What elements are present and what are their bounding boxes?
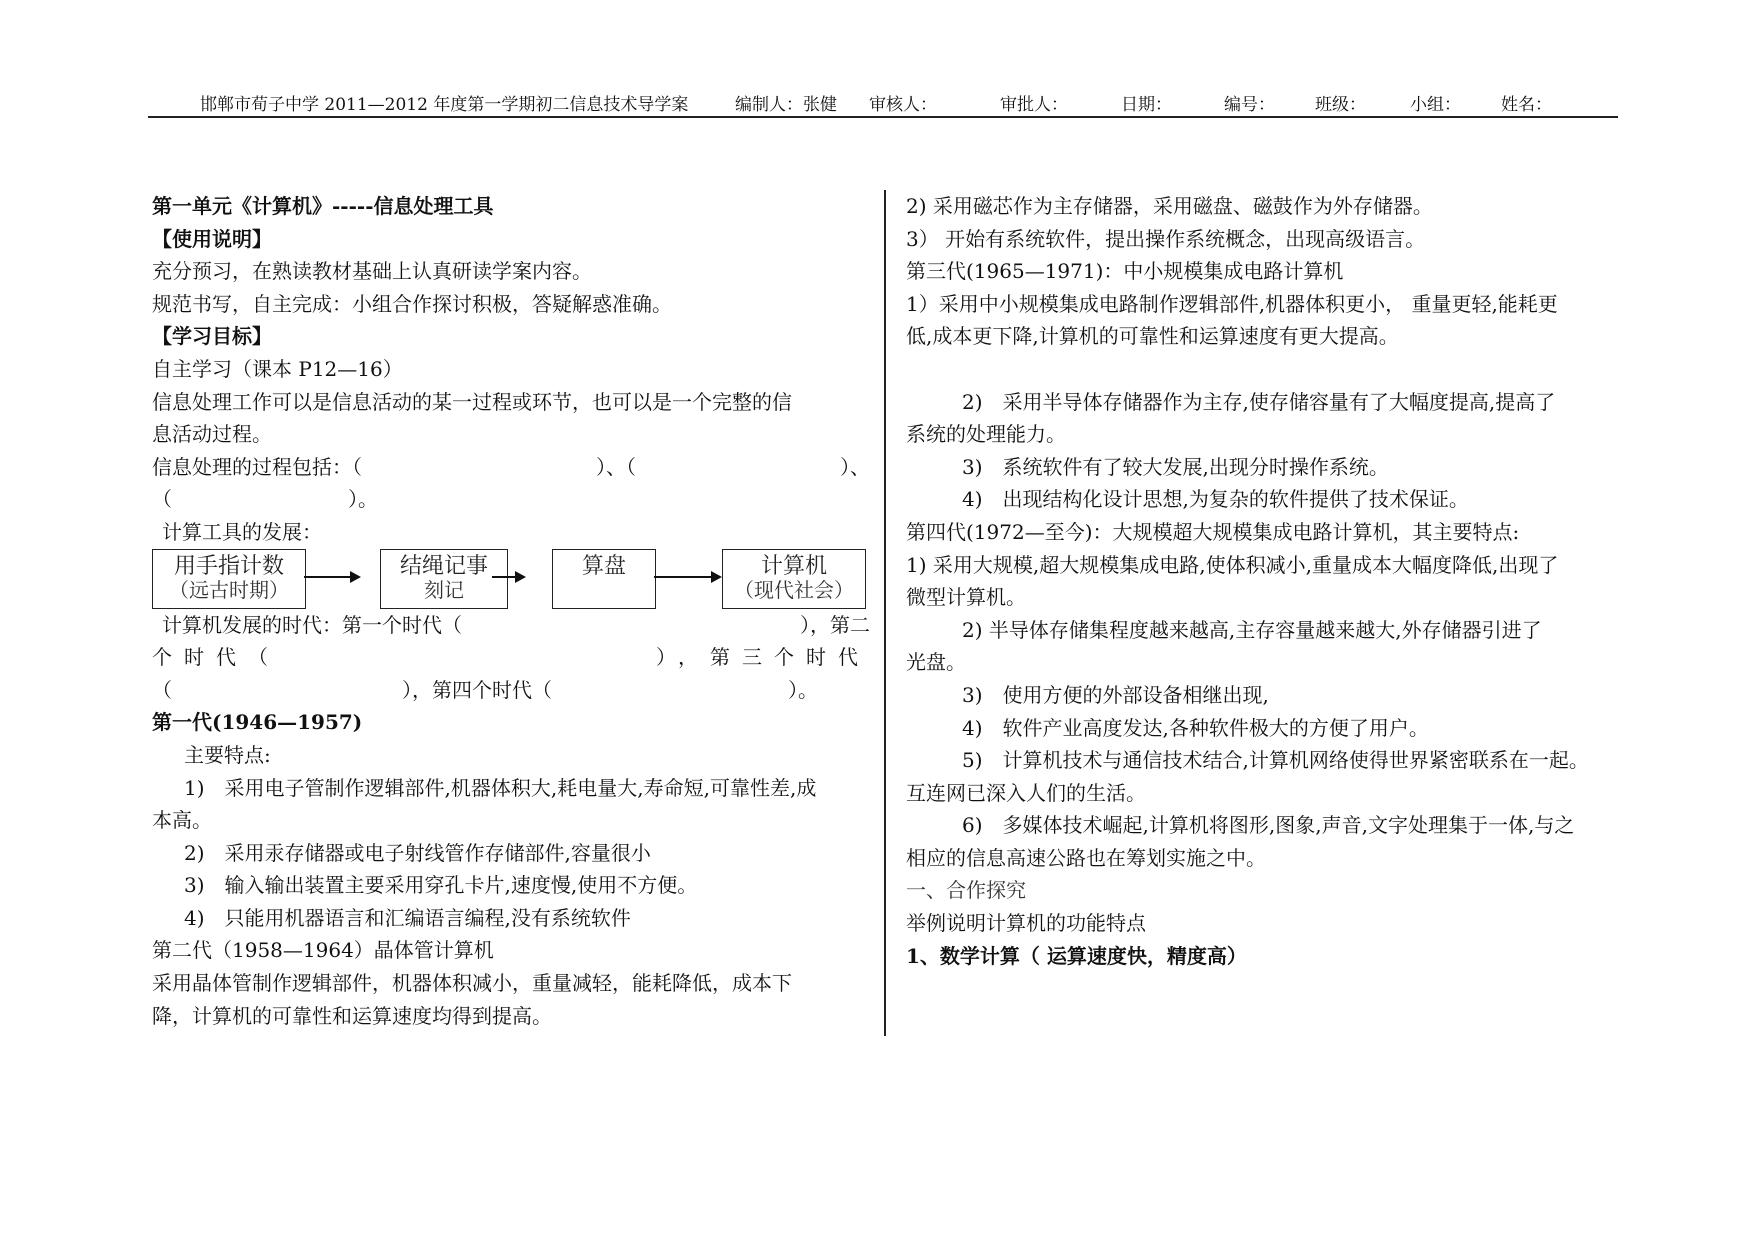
flow-box-knots bbox=[380, 549, 508, 609]
gen4-item-5b: 互连网已深入人们的生活。 bbox=[906, 780, 1146, 805]
gen1-item-3: 3) 输入输出装置主要采用穿孔卡片,速度慢,使用不方便。 bbox=[184, 873, 698, 898]
right-column bbox=[906, 190, 1634, 972]
gen4-item-2a: 2) 半导体存储集程度越来越高,主存容量越来越大,外存储器引进了 bbox=[962, 617, 1542, 642]
gen1-title: 第一代(1946—1957) bbox=[152, 710, 363, 735]
usage-line-1: 充分预习，在熟读教材基础上认真研读学案内容。 bbox=[152, 259, 592, 284]
usage-line-2: 规范书写，自主完成：小组合作探讨积极，答疑解惑准确。 bbox=[152, 291, 672, 316]
gen3-item-3: 3) 系统软件有了较大发展,出现分时操作系统。 bbox=[962, 454, 1389, 479]
process-blank-2-label: ）、（ bbox=[596, 454, 636, 479]
header-school-title: 邯郸市荀子中学 2011—2012 年度第一学期初二信息技术导学案 bbox=[200, 95, 689, 115]
cooperation-heading: 一、合作探究 bbox=[906, 878, 1026, 903]
gen4-item-5a: 5) 计算机技术与通信技术结合,计算机网络使得世界紧密联系在一起。 bbox=[962, 748, 1589, 773]
goal-heading: 【学习目标】 bbox=[152, 324, 272, 349]
gen3-item-2a: 2) 采用半导体存储器作为主存,使存储容量有了大幅度提高,提高了 bbox=[962, 389, 1556, 414]
era-fill-line-1 bbox=[152, 609, 870, 642]
gen3-item-1b: 低,成本更下降,计算机的可靠性和运算速度有更大提高。 bbox=[906, 324, 1399, 349]
example-heading: 举例说明计算机的功能特点 bbox=[906, 911, 1146, 936]
gen4-item-1b: 微型计算机。 bbox=[906, 585, 1026, 610]
gen1-item-2: 2) 采用汞存储器或电子射线管作存储部件,容量很小 bbox=[184, 840, 651, 865]
gen4-item-1a: 1) 采用大规模,超大规模集成电路,使体积减小,重量成本大幅度降低,出现了 bbox=[906, 552, 1559, 577]
gen2-item-3: 3） 开始有系统软件，提出操作系统概念，出现高级语言。 bbox=[906, 226, 1426, 251]
gen3-item-2b: 系统的处理能力。 bbox=[906, 422, 1066, 447]
header-class: 班级： bbox=[1315, 95, 1366, 115]
flow-arrow-3 bbox=[654, 576, 720, 578]
process-blank-4-open: （ bbox=[152, 487, 172, 512]
era-3-label: ），第三个时代 bbox=[656, 645, 870, 670]
process-blank-1-label: 信息处理的过程包括：（ bbox=[152, 454, 362, 479]
info-process-line-2: 息活动过程。 bbox=[152, 422, 272, 447]
gen3-item-4: 4) 出现结构化设计思想,为复杂的软件提供了技术保证。 bbox=[962, 487, 1469, 512]
era-3-open: （ bbox=[152, 677, 172, 702]
header-approver: 审批人： bbox=[1000, 95, 1068, 115]
gen1-features-label: 主要特点: bbox=[184, 742, 271, 767]
flow-box-computer-label: 计算机 bbox=[760, 553, 827, 579]
gen3-item-1a: 1）采用中小规模集成电路制作逻辑部件,机器体积更小， 重量更轻,能耗更 bbox=[906, 291, 1558, 316]
flow-box-knots-label: 结绳记事 bbox=[399, 553, 488, 579]
gen4-item-6a: 6) 多媒体技术崛起,计算机将图形,图象,声音,文字处理集于一体,与之 bbox=[962, 813, 1575, 838]
left-column bbox=[152, 190, 870, 1032]
tools-development-label: 计算工具的发展： bbox=[162, 519, 322, 544]
process-fill-line bbox=[152, 451, 870, 484]
era-4-close: ）。 bbox=[788, 677, 818, 702]
gen4-item-2b: 光盘。 bbox=[906, 650, 966, 675]
usage-heading: 【使用说明】 bbox=[152, 226, 272, 251]
gen4-title: 第四代(1972—至今)：大规模超大规模集成电路计算机，其主要特点: bbox=[906, 519, 1520, 544]
flow-box-computer bbox=[722, 549, 866, 609]
process-fill-line-2 bbox=[152, 483, 870, 516]
gen2-item-2: 2) 采用磁芯作为主存储器，采用磁盘、磁鼓作为外存储器。 bbox=[906, 194, 1433, 218]
era-1-label: 计算机发展的时代：第一个时代（ bbox=[162, 612, 462, 637]
gen2-item-1b: 降，计算机的可靠性和运算速度均得到提高。 bbox=[152, 1003, 552, 1028]
flow-box-fingers-sub: （远古时期） bbox=[169, 577, 289, 602]
header-number: 编号： bbox=[1224, 95, 1275, 115]
flow-box-abacus bbox=[552, 549, 656, 609]
era-fill-line-2 bbox=[152, 641, 870, 674]
flow-box-computer-sub: （现代社会） bbox=[734, 577, 854, 602]
gen2-title: 第二代（1958—1964）晶体管计算机 bbox=[152, 938, 494, 963]
unit-title: 第一单元《计算机》-----信息处理工具 bbox=[152, 194, 494, 218]
gen1-item-1a: 1) 采用电子管制作逻辑部件,机器体积大,耗电量大,寿命短,可靠性差,成 bbox=[184, 775, 817, 800]
flow-box-fingers-label: 用手指计数 bbox=[173, 553, 284, 579]
function-item-1: 1、数学计算（ 运算速度快，精度高） bbox=[906, 943, 1247, 968]
flow-arrow-2 bbox=[492, 576, 524, 578]
gen4-item-4: 4) 软件产业高度发达,各种软件极大的方便了用户。 bbox=[962, 715, 1429, 740]
era-2-label: 个时代（ bbox=[152, 645, 280, 670]
self-study-line: 自主学习（课本 P12—16） bbox=[152, 356, 403, 381]
process-blank-3-label: ）、 bbox=[840, 454, 870, 479]
tools-flow-diagram bbox=[152, 549, 870, 607]
header-reviewer: 审核人： bbox=[869, 95, 937, 115]
gen1-item-4: 4) 只能用机器语言和汇编语言编程,没有系统软件 bbox=[184, 905, 631, 930]
spacer bbox=[906, 353, 1634, 386]
flow-box-knots-sub: 刻记 bbox=[424, 577, 464, 602]
gen1-item-1b: 本高。 bbox=[152, 808, 212, 833]
flow-arrow-1 bbox=[304, 576, 359, 578]
process-blank-4-close: ）。 bbox=[348, 487, 378, 512]
era-fill-line-3 bbox=[152, 674, 870, 707]
header-date: 日期： bbox=[1121, 95, 1172, 115]
gen3-title: 第三代(1965—1971)：中小规模集成电路计算机 bbox=[906, 259, 1344, 284]
era-4-label: ），第四个时代（ bbox=[402, 677, 552, 702]
gen2-item-1a: 采用晶体管制作逻辑部件，机器体积减小，重量减轻，能耗降低，成本下 bbox=[152, 971, 792, 996]
header-group: 小组： bbox=[1410, 95, 1461, 115]
header-editor: 编制人：张健 bbox=[735, 95, 837, 115]
flow-box-fingers bbox=[152, 549, 306, 609]
flow-box-abacus-label: 算盘 bbox=[581, 553, 626, 579]
gen4-item-3: 3) 使用方便的外部设备相继出现, bbox=[962, 682, 1269, 707]
info-process-line-1: 信息处理工作可以是信息活动的某一过程或环节，也可以是一个完整的信 bbox=[152, 389, 792, 414]
column-divider bbox=[884, 190, 886, 1036]
era-2-start: ），第二 bbox=[800, 612, 870, 637]
gen4-item-6b: 相应的信息高速公路也在筹划实施之中。 bbox=[906, 845, 1266, 870]
page-header bbox=[148, 86, 1618, 118]
header-name: 姓名： bbox=[1501, 95, 1552, 115]
